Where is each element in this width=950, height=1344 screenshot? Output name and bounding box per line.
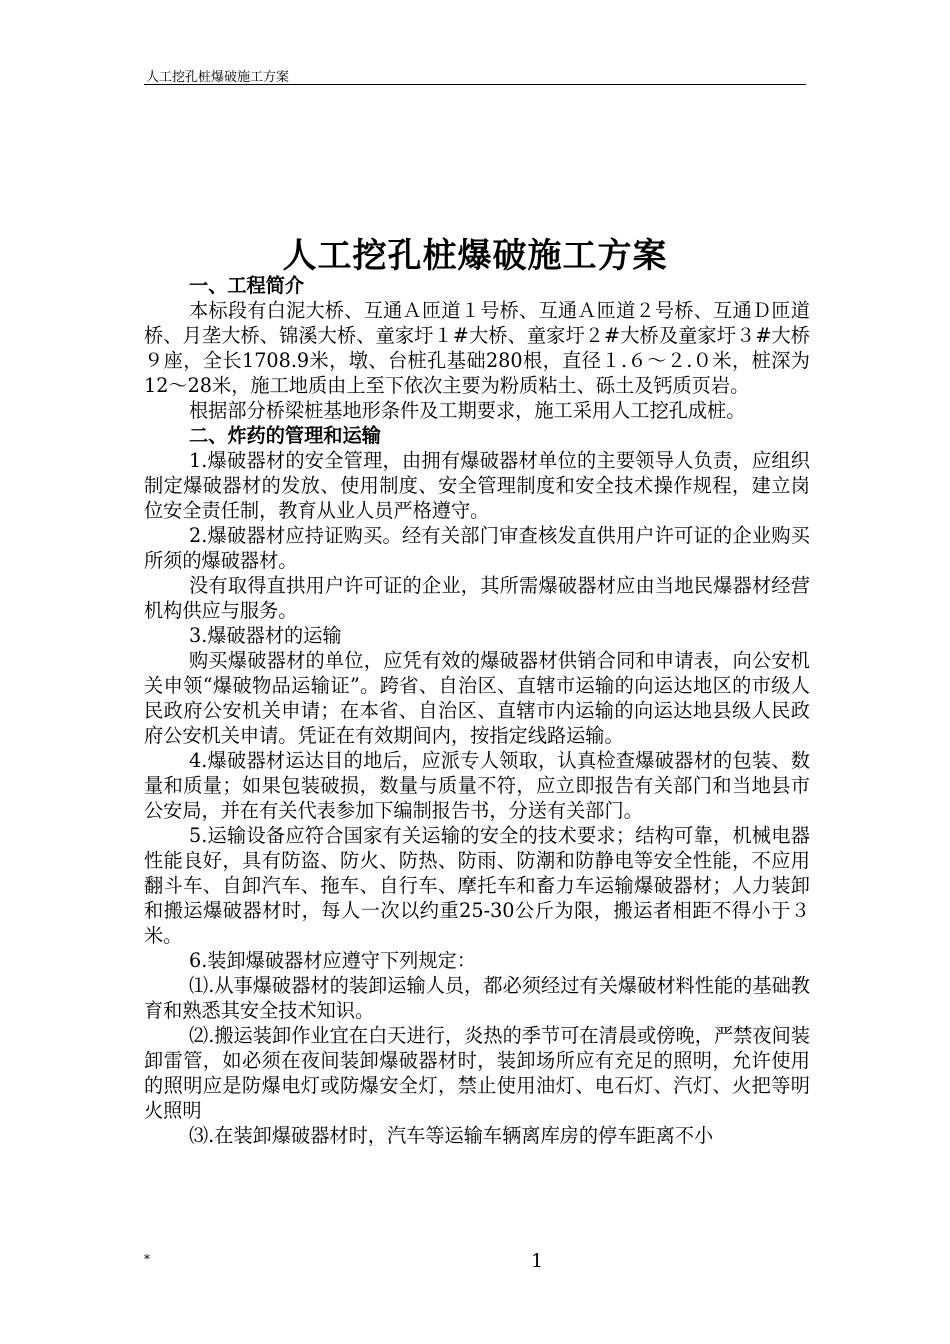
header-divider <box>144 84 806 85</box>
document-title: 人工挖孔桩爆破施工方案 <box>282 236 668 276</box>
paragraph: 根据部分桥梁桩基地形条件及工期要求，施工采用人工挖孔成桩。 <box>189 399 746 422</box>
paragraph: ⑶.在装卸爆破器材时，汽车等运输车辆离库房的停车距离不小 <box>189 1124 714 1147</box>
paragraph: 4.爆破器材运达目的地后，应派专人领取，认真检查爆破器材的包装、数量和质量；如果包装破损，数量与质量不符，应立即报告有关部门和当地县市公安局，并在有关代表参加下编制报告书，分送有关部门。 <box>144 749 810 822</box>
running-header: 人工挖孔桩爆破施工方案 <box>146 70 290 85</box>
document-body <box>144 273 810 1148</box>
paragraph: ⑵.搬运装卸作业宜在白天进行，炎热的季节可在清晨或傍晚，严禁夜间装卸雷管，如必须在夜间装卸爆破器材时，装卸场所应有充足的照明，允许使用的照明应是防爆电灯或防爆安全灯，禁止使用油灯、电石灯、汽灯、火把等明火照明 <box>144 1024 810 1122</box>
paragraph: 购买爆破器材的单位，应凭有效的爆破器材供销合同和申请表，向公安机关申领“爆破物品运输证”。跨省、自治区、直辖市运输的向运达地区的市级人民政府公安机关申请；在本省、自治区、直辖市内运输的向运达地县级人民政府公安机关申请。凭证在有效期间内，按指定线路运输。 <box>144 649 810 747</box>
paragraph: ⑴.从事爆破器材的装卸运输人员，都必须经过有关爆破材料性能的基础教育和熟悉其安全技术知识。 <box>144 974 810 1022</box>
footer-mark: * <box>144 1252 150 1266</box>
paragraph: 2.爆破器材应持证购买。经有关部门审查核发直供用户许可证的企业购买所须的爆破器材。 <box>144 524 810 572</box>
paragraph: 没有取得直拱用户许可证的企业，其所需爆破器材应由当地民爆器材经营机构供应与服务。 <box>144 574 810 622</box>
section-heading: 一、工程简介 <box>189 274 305 297</box>
paragraph: 本标段有白泥大桥、互通Ａ匝道１号桥、互通Ａ匝道２号桥、互通Ｄ匝道桥、月垄大桥、锦溪大桥、童家圩１#大桥、童家圩２#大桥及童家圩３#大桥９座，全长1708.9米，墩、台桩孔基础280根，直径１.６～２.０米，桩深为12～28米，施工地质由上至下依次主要为粉质粘土、砾土及钙质页岩。 <box>144 299 810 397</box>
paragraph: 6.装卸爆破器材应遵守下列规定： <box>189 949 476 972</box>
page-number: 1 <box>531 1250 544 1272</box>
paragraph: 5.运输设备应符合国家有关运输的安全的技术要求；结构可靠，机械电器性能良好，具有防盗、防火、防热、防雨、防潮和防静电等安全性能，不应用翻斗车、自卸汽车、拖车、自行车、摩托车和畜力车运输爆破器材；人力装卸和搬运爆破器材时，每人一次以约重25-30公斤为限，搬运者相距不得小于３米。 <box>144 824 810 947</box>
paragraph: 1.爆破器材的安全管理，由拥有爆破器材单位的主要领导人负责，应组织制定爆破器材的发放、使用制度、安全管理制度和安全技术操作规程，建立岗位安全责任制，教育从业人员严格遵守。 <box>144 449 810 522</box>
section-heading: 二、炸药的管理和运输 <box>189 424 381 447</box>
paragraph: 3.爆破器材的运输 <box>189 624 342 647</box>
